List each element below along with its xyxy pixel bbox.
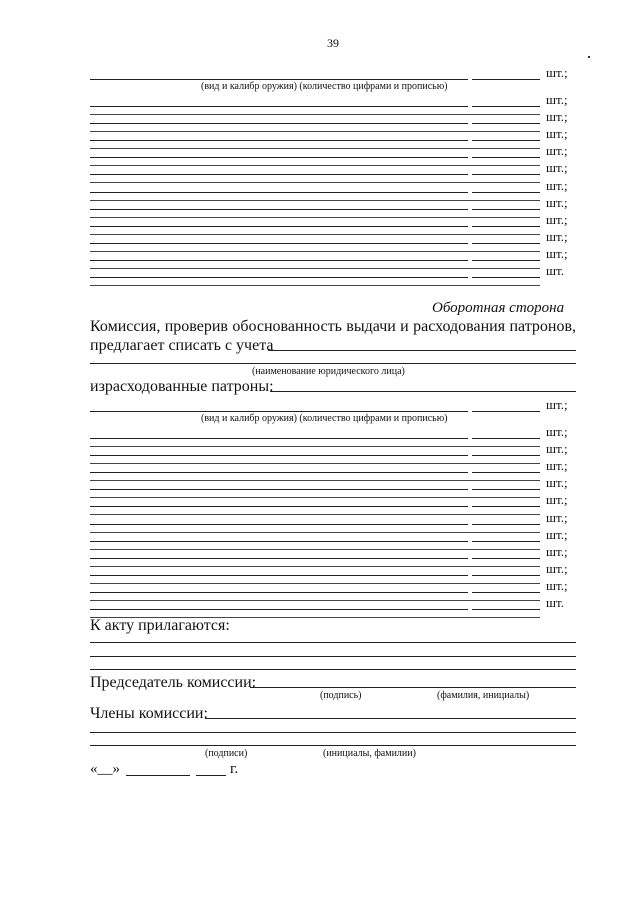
weapon-line-main bbox=[90, 79, 468, 80]
weapon-row-guide-line bbox=[90, 234, 540, 235]
weapon-row-line bbox=[90, 157, 468, 158]
weapon-row-line bbox=[90, 524, 468, 525]
weapon-row-count-line bbox=[472, 609, 540, 610]
weapon-row-count-line bbox=[472, 489, 540, 490]
weapon-row-count-line bbox=[472, 558, 540, 559]
unit-label: шт. bbox=[546, 595, 564, 610]
date-day: «__» bbox=[90, 761, 120, 777]
date-year-line bbox=[196, 775, 226, 776]
weapon-row-line bbox=[90, 455, 468, 456]
members-label: Члены комиссии: bbox=[90, 705, 208, 722]
weapon-row-count-line bbox=[472, 541, 540, 542]
weapon-row-line bbox=[90, 192, 468, 193]
unit-label: шт.; bbox=[546, 160, 568, 176]
unit-label: шт.; bbox=[546, 492, 568, 508]
weapon-row-guide-line bbox=[90, 566, 540, 567]
weapon-row-guide-line bbox=[90, 285, 540, 286]
weapon-row-guide-line bbox=[90, 532, 540, 533]
weapon-line-main-2 bbox=[90, 411, 468, 412]
weapon-row-line bbox=[90, 609, 468, 610]
unit-label: шт.; bbox=[546, 126, 568, 142]
legal-entity-caption: (наименование юридического лица) bbox=[252, 366, 405, 377]
weapon-row-guide-line bbox=[90, 446, 540, 447]
page-number: 39 bbox=[327, 36, 339, 50]
weapon-count-line-2 bbox=[472, 411, 540, 412]
chairman-signature-caption: (подпись) bbox=[320, 690, 362, 701]
date-month-line bbox=[126, 775, 190, 776]
chairman-line bbox=[250, 687, 576, 688]
unit-label: шт.; bbox=[546, 458, 568, 474]
attachment-line bbox=[90, 642, 576, 643]
weapon-row-guide-line bbox=[90, 217, 540, 218]
weapon-caption-2: (вид и калибр оружия) (количество цифрами и прописью) bbox=[201, 413, 448, 424]
weapon-row-guide-line bbox=[90, 549, 540, 550]
unit-label: шт.; bbox=[546, 228, 568, 244]
weapon-row-count-line bbox=[472, 455, 540, 456]
weapon-row-line bbox=[90, 541, 468, 542]
weapon-row-guide-line bbox=[90, 182, 540, 183]
weapon-row-guide-line bbox=[90, 200, 540, 201]
weapon-row-count-line bbox=[472, 277, 540, 278]
weapon-row-count-line bbox=[472, 157, 540, 158]
unit-label: шт.; bbox=[546, 526, 568, 542]
unit-label: шт.; bbox=[546, 92, 568, 107]
commission-text-line2: предлагает списать с учета bbox=[90, 337, 274, 354]
spent-cartridges-line bbox=[270, 391, 576, 392]
weapon-row-line bbox=[90, 226, 468, 227]
chairman-label: Председатель комиссии: bbox=[90, 674, 257, 691]
unit-label: шт.; bbox=[546, 577, 568, 593]
weapon-row-count-line bbox=[472, 438, 540, 439]
weapon-row-guide-line bbox=[90, 148, 540, 149]
unit-label: шт.; bbox=[546, 245, 568, 261]
writeoff-entity-line bbox=[268, 350, 576, 351]
attachments-label: К акту прилагаются: bbox=[90, 617, 230, 634]
weapon-row-count-line bbox=[472, 174, 540, 175]
weapon-row-guide-line bbox=[90, 114, 540, 115]
weapon-row-guide-line bbox=[90, 480, 540, 481]
weapon-row-line bbox=[90, 106, 468, 107]
weapon-row-line bbox=[90, 174, 468, 175]
weapon-row-line bbox=[90, 472, 468, 473]
weapon-row-guide-line bbox=[90, 131, 540, 132]
weapon-row-guide-line bbox=[90, 583, 540, 584]
unit-label: шт.; bbox=[546, 194, 568, 210]
unit-label: шт.; bbox=[546, 543, 568, 559]
weapon-row-count-line bbox=[472, 592, 540, 593]
weapon-row-count-line bbox=[472, 243, 540, 244]
weapon-row-line bbox=[90, 506, 468, 507]
spent-cartridges-label: израсходованные патроны: bbox=[90, 378, 274, 395]
weapon-row-count-line bbox=[472, 260, 540, 261]
weapon-row-count-line bbox=[472, 140, 540, 141]
weapon-caption: (вид и калибр оружия) (количество цифрами и прописью) bbox=[201, 81, 448, 92]
unit-label: шт.; bbox=[546, 441, 568, 457]
unit-label: шт.; bbox=[546, 177, 568, 193]
weapon-row-count-line bbox=[472, 226, 540, 227]
chairman-name-caption: (фамилия, инициалы) bbox=[437, 690, 530, 701]
weapon-row-count-line bbox=[472, 575, 540, 576]
unit-label: шт.; bbox=[546, 65, 568, 80]
unit-label: шт.; bbox=[546, 475, 568, 491]
weapon-row-line bbox=[90, 277, 468, 278]
weapon-row-count-line bbox=[472, 524, 540, 525]
weapon-row-guide-line bbox=[90, 600, 540, 601]
weapon-row-line bbox=[90, 209, 468, 210]
legal-entity-line bbox=[90, 363, 576, 364]
weapon-row-line bbox=[90, 140, 468, 141]
weapon-row-guide-line bbox=[90, 251, 540, 252]
weapon-row-line bbox=[90, 260, 468, 261]
members-line bbox=[90, 745, 576, 746]
weapon-row-guide-line bbox=[90, 268, 540, 269]
weapon-row-count-line bbox=[472, 123, 540, 124]
weapon-row-guide-line bbox=[90, 514, 540, 515]
members-signatures-caption: (подписи) bbox=[205, 748, 248, 759]
date-year-suffix: г. bbox=[230, 761, 239, 777]
members-line bbox=[90, 732, 576, 733]
weapon-row-line bbox=[90, 592, 468, 593]
attachment-line bbox=[90, 656, 576, 657]
weapon-row-guide-line bbox=[90, 165, 540, 166]
unit-label: шт.; bbox=[546, 109, 568, 125]
commission-text-line1: Комиссия, проверив обоснованность выдачи и расходования патронов, bbox=[90, 318, 576, 335]
weapon-row-count-line bbox=[472, 106, 540, 107]
attachment-line bbox=[90, 669, 576, 670]
weapon-row-count-line bbox=[472, 472, 540, 473]
unit-label: шт.; bbox=[546, 560, 568, 576]
weapon-row-line bbox=[90, 243, 468, 244]
weapon-row-guide-line bbox=[90, 463, 540, 464]
scan-mark bbox=[588, 56, 590, 58]
weapon-row-guide-line bbox=[90, 497, 540, 498]
unit-label: шт. bbox=[546, 263, 564, 278]
members-names-caption: (инициалы, фамилии) bbox=[323, 748, 416, 759]
weapon-row-line bbox=[90, 558, 468, 559]
weapon-count-line bbox=[472, 79, 540, 80]
weapon-row-count-line bbox=[472, 192, 540, 193]
unit-label: шт.; bbox=[546, 211, 568, 227]
weapon-row-line bbox=[90, 438, 468, 439]
members-line bbox=[205, 718, 576, 719]
unit-label: шт.; bbox=[546, 143, 568, 159]
unit-label: шт.; bbox=[546, 509, 568, 525]
reverse-side-heading: Оборотная сторона bbox=[432, 300, 565, 316]
unit-label: шт.; bbox=[546, 397, 568, 412]
weapon-row-count-line bbox=[472, 209, 540, 210]
weapon-row-count-line bbox=[472, 506, 540, 507]
weapon-row-line bbox=[90, 123, 468, 124]
weapon-row-line bbox=[90, 489, 468, 490]
weapon-row-line bbox=[90, 575, 468, 576]
unit-label: шт.; bbox=[546, 424, 568, 439]
